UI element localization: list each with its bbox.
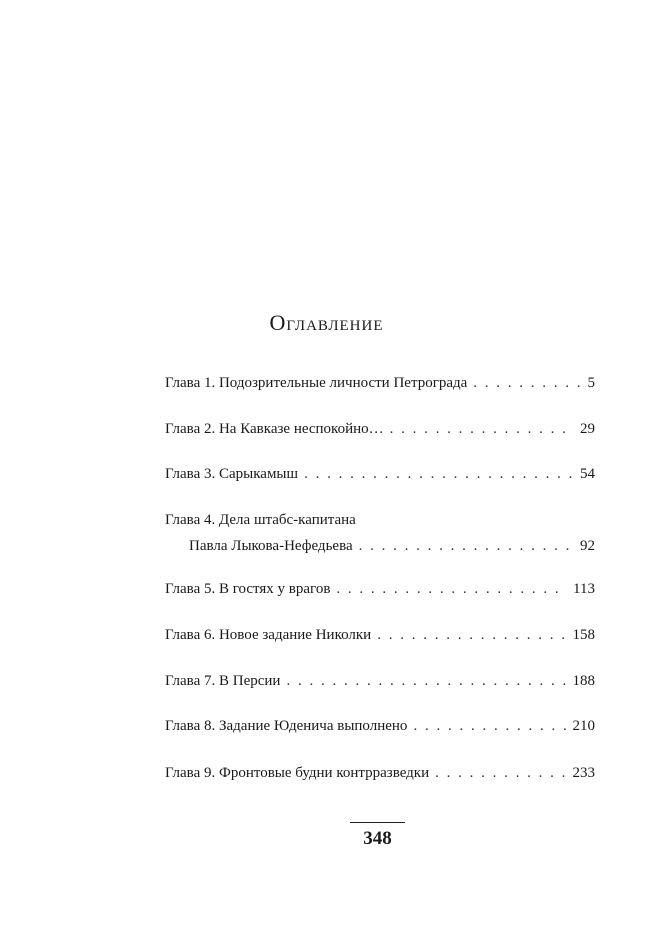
- toc-entry-page: 113: [573, 581, 595, 597]
- dot-leader: [413, 715, 566, 737]
- dot-leader: [435, 762, 566, 784]
- dot-leader: [473, 372, 581, 394]
- dot-leader: [286, 670, 566, 692]
- toc-entry-title: Глава 3. Сарыкамыш: [165, 466, 299, 482]
- folio-rule: [350, 822, 405, 823]
- dot-leader: [304, 463, 574, 485]
- toc-entry: [165, 509, 595, 557]
- toc-entry: [165, 762, 595, 784]
- dot-leader: [390, 418, 574, 440]
- toc-entry-page: 29: [580, 421, 595, 437]
- toc-entry: [165, 670, 595, 692]
- toc-entry-page: 233: [572, 765, 595, 781]
- toc-entry-title: Глава 7. В Персии: [165, 673, 281, 689]
- toc-entry-title: Глава 4. Дела штабс-капитана: [165, 512, 356, 528]
- toc-entry-page: 210: [572, 718, 595, 734]
- toc-entry-title: Глава 6. Новое задание Николки: [165, 627, 372, 643]
- toc-entry: [165, 715, 595, 737]
- toc-entry-title: Глава 8. Задание Юденича выполнено: [165, 718, 408, 734]
- toc-entry-page: 54: [580, 466, 595, 482]
- dot-leader: [377, 624, 566, 646]
- toc-entry: [165, 578, 595, 600]
- page-number: 348: [363, 828, 392, 849]
- toc-entry: [165, 372, 595, 394]
- dot-leader: [359, 535, 574, 557]
- toc-entry: [165, 463, 595, 485]
- toc-entry: [165, 418, 595, 440]
- toc-entry-title: Глава 9. Фронтовые будни контрразведки: [165, 765, 430, 781]
- toc-entry-title: Глава 1. Подозрительные личности Петрограда: [165, 375, 468, 391]
- dot-leader: [336, 578, 567, 600]
- toc-entry-title: Глава 5. В гостях у врагов: [165, 581, 331, 597]
- toc-entry: [165, 624, 595, 646]
- toc-entry-title-continued: Павла Лыкова-Нефедьева: [189, 538, 353, 554]
- toc-entry-page: 92: [580, 538, 595, 554]
- toc-heading: Оглавление: [269, 310, 384, 335]
- toc-entry-page: 5: [587, 375, 595, 391]
- toc-entry-title: Глава 2. На Кавказе неспокойно…: [165, 421, 384, 437]
- toc-entry-page: 158: [572, 627, 595, 643]
- toc-entry-page: 188: [572, 673, 595, 689]
